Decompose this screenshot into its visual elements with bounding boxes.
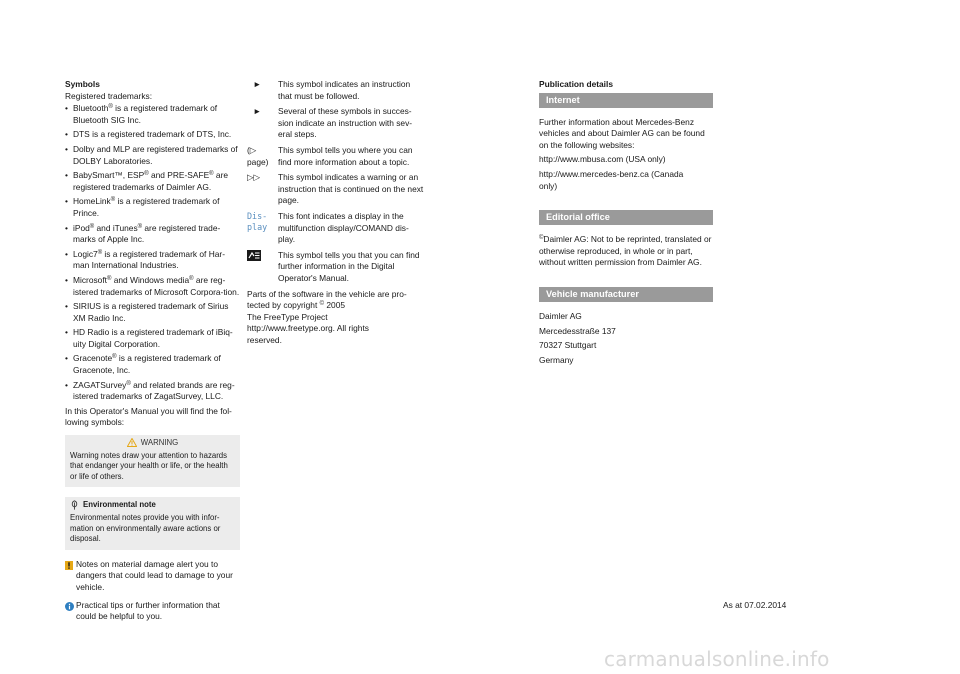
column-middle bbox=[247, 79, 425, 346]
list-item: • SIRIUS is a registered trademark of Sirius XM Radio Inc. bbox=[65, 301, 229, 323]
symbol-row: ► This symbol indicates an instruction that must be followed. bbox=[247, 79, 425, 102]
url-mercedes-canada: http://www.mercedes-benz.ca (Canada only) bbox=[539, 168, 684, 191]
trademark-list bbox=[65, 103, 240, 403]
freetype-project: The FreeType Project bbox=[247, 311, 328, 322]
warning-triangle-icon bbox=[127, 438, 137, 449]
list-item: • HD Radio is a registered trademark of iBiq-uity Digital Corporation. bbox=[65, 327, 233, 349]
instruction-arrow-icon: ► bbox=[253, 79, 262, 89]
section-head-editorial: Editorial office bbox=[539, 210, 713, 225]
address-line: Germany bbox=[539, 354, 574, 365]
list-item: • Microsoft® and Windows media® are reg-istered trademarks of Microsoft Corpora-tion. bbox=[65, 274, 240, 297]
address-line: Daimler AG bbox=[539, 310, 582, 321]
warning-text: Warning notes draw your attention to hazards that endanger your health or life, or the health or life of others. bbox=[70, 450, 228, 481]
page-reference-symbol: (▷ page) bbox=[247, 144, 269, 167]
list-item: • DTS is a registered trademark of DTS, Inc. bbox=[65, 129, 232, 140]
list-item: • Dolby and MLP are registered trademarks of DOLBY Laboratories. bbox=[65, 143, 238, 166]
freetype-url: http://www.freetype.org. All rights reserved. bbox=[247, 323, 369, 345]
list-item: • Bluetooth® is a registered trademark of Bluetooth SIG Inc. bbox=[65, 103, 218, 125]
environmental-note-text: Environmental notes provide you with infor-mation on environmentally aware actions or disposal. bbox=[70, 513, 221, 544]
environment-leaf-icon bbox=[70, 500, 79, 511]
symbols-heading: Symbols bbox=[65, 79, 100, 89]
instruction-arrow-icon: ► bbox=[253, 106, 262, 117]
section-head-internet: Internet bbox=[539, 93, 713, 108]
info-icon bbox=[65, 601, 74, 613]
editorial-text: ©Daimler AG: Not to be reprinted, translated or otherwise reproduced, in whole or in part, without written permission from Daimler AG. bbox=[539, 234, 712, 268]
symbol-row: ► Several of these symbols in succes-sion indicate an instruction with sev-eral steps. bbox=[247, 106, 425, 141]
symbol-row: Dis-play This font indicates a display in the multifunction display/COMAND dis-play. bbox=[247, 210, 409, 245]
damage-note: Notes on material damage alert you to dangers that could lead to damage to your vehicle. bbox=[65, 559, 240, 594]
publication-heading: Publication details bbox=[539, 79, 613, 89]
section-head-manufacturer: Vehicle manufacturer bbox=[539, 287, 713, 302]
internet-text: Further information about Mercedes-Benz vehicles and about Daimler AG can be found on the following websites: bbox=[539, 116, 705, 150]
manual-intro: In this Operator's Manual you will find the fol-lowing symbols: bbox=[65, 405, 232, 428]
trademarks-intro: Registered trademarks: bbox=[65, 90, 153, 101]
as-at-date: As at 07.02.2014 bbox=[723, 600, 787, 610]
continued-arrows-icon: ▷▷ bbox=[247, 172, 260, 183]
tip-note: Practical tips or further information that could be helpful to you. bbox=[65, 600, 240, 623]
list-item: • Logic7® is a registered trademark of Har-man International Industries. bbox=[65, 248, 225, 271]
list-item: • HomeLink® is a registered trademark of Prince. bbox=[65, 196, 220, 218]
software-copyright: Parts of the software in the vehicle are pro-tected by copyright © 2005 bbox=[247, 288, 407, 311]
address-line: Mercedesstraße 137 bbox=[539, 325, 616, 336]
display-font-sample: Dis-play bbox=[247, 210, 268, 232]
exclamation-icon bbox=[65, 560, 73, 572]
column-right bbox=[539, 79, 713, 366]
watermark: carmanualsonline.info bbox=[604, 647, 830, 671]
url-mbusa: http://www.mbusa.com (USA only) bbox=[539, 154, 666, 165]
environmental-note-box bbox=[65, 497, 240, 549]
list-item: • Gracenote® is a registered trademark of Gracenote, Inc. bbox=[65, 353, 221, 376]
column-left bbox=[65, 79, 240, 623]
warning-title: WARNING bbox=[70, 438, 235, 449]
list-item: • BabySmart™, ESP® and PRE-SAFE® are registered trademarks of Daimler AG. bbox=[65, 170, 229, 192]
address-line: 70327 Stuttgart bbox=[539, 340, 597, 351]
warning-box bbox=[65, 435, 240, 487]
environmental-note-title: Environmental note bbox=[70, 500, 235, 511]
list-item: • ZAGATSurvey® and related brands are reg-istered trademarks of ZagatSurvey, LLC. bbox=[65, 379, 235, 402]
digital-manual-icon bbox=[247, 250, 278, 285]
list-item: • iPod® and iTunes® are registered trade-marks of Apple Inc. bbox=[65, 222, 221, 245]
symbol-row: This symbol tells you that you can find further information in the Digital Operator's Manual. bbox=[247, 250, 425, 285]
symbol-row: (▷ page) This symbol tells you where you can find more information about a topic. bbox=[247, 144, 413, 167]
symbol-row: ▷▷ This symbol indicates a warning or an instruction that is continued on the next page. bbox=[247, 172, 424, 206]
